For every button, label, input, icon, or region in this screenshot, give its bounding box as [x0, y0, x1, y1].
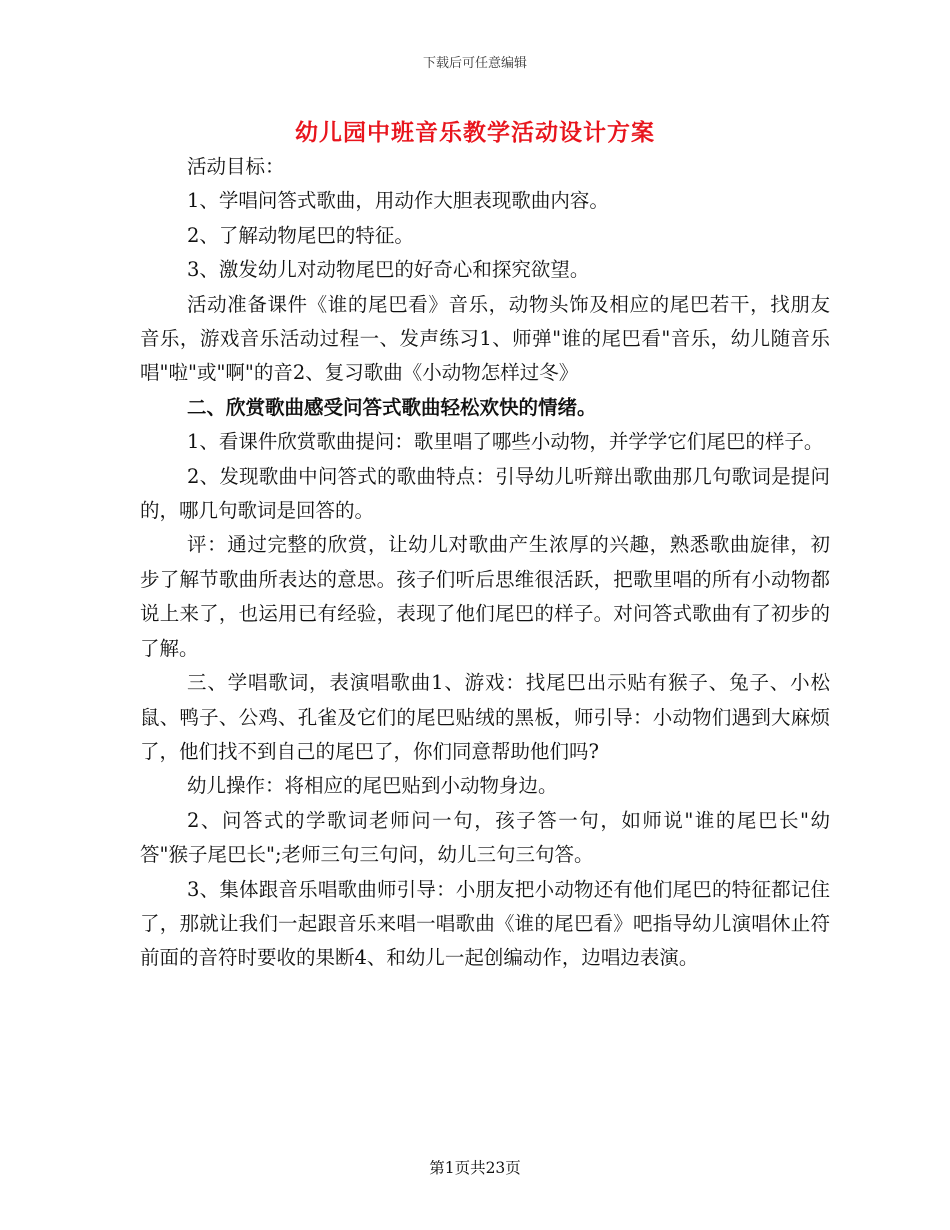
document-title: 幼儿园中班音乐教学活动设计方案: [295, 119, 655, 146]
paragraph-child-operation: 幼儿操作：将相应的尾巴贴到小动物身边。: [187, 774, 558, 798]
paragraph-group-singing: 3、集体跟音乐唱歌曲师引导：小朋友把小动物还有他们尾巴的特征都记住了，那就让我们一起跟音乐来唱一唱歌曲《谁的尾巴看》吧指导幼儿演唱休止符前面的音符时要收的果断4、和幼儿一起创编动作，边唱边表演。: [140, 877, 830, 970]
section-heading-appreciate: 二、欣赏歌曲感受问答式歌曲轻松欢快的情绪。: [187, 395, 597, 419]
paragraph-qa-lyrics: 2、问答式的学歌词老师问一句，孩子答一句，如师说"谁的尾巴长"幼答"猴子尾巴长";老师三句三句问，幼儿三句三句答。: [140, 808, 830, 867]
paragraph-step-2: 2、发现歌曲中问答式的歌曲特点：引导幼儿听辩出歌曲那几句歌词是提问的，哪几句歌词是回答的。: [140, 464, 830, 523]
paragraph-comment: 评：通过完整的欣赏，让幼儿对歌曲产生浓厚的兴趣，熟悉歌曲旋律，初步了解节歌曲所表达的意思。孩子们听后思维很活跃，把歌里唱的所有小动物都说上来了，也运用已有经验，表现了他们尾巴的样子。对问答式歌曲有了初步的了解。: [140, 533, 830, 660]
goal-item-3: 3、激发幼儿对动物尾巴的好奇心和探究欲望。: [187, 258, 590, 282]
paragraph-section-3: 三、学唱歌词，表演唱歌曲1、游戏：找尾巴出示贴有猴子、兔子、小松鼠、鸭子、公鸡、孔雀及它们的尾巴贴绒的黑板，师引导：小动物们遇到大麻烦了，他们找不到自己的尾巴了，你们同意帮助他们吗?: [140, 671, 830, 763]
page-footer-pagination: 第1页共23页: [429, 1159, 521, 1177]
goal-item-2: 2、了解动物尾巴的特征。: [187, 223, 414, 247]
section-heading-goals: 活动目标：: [187, 155, 285, 178]
goal-item-1: 1、学唱问答式歌曲，用动作大胆表现歌曲内容。: [187, 189, 609, 213]
document-body: [140, 150, 830, 976]
page-header-note: 下载后可任意编辑: [422, 56, 527, 71]
paragraph-preparation: 活动准备课件《谁的尾巴看》音乐，动物头饰及相应的尾巴若干，找朋友音乐，游戏音乐活动过程一、发声练习1、师弹"谁的尾巴看"音乐，幼儿随音乐唱"啦"或"啊"的音2、复习歌曲《小动物怎样过冬》: [140, 292, 830, 385]
paragraph-step-1: 1、看课件欣赏歌曲提问：歌里唱了哪些小动物，并学学它们尾巴的样子。: [187, 430, 824, 454]
